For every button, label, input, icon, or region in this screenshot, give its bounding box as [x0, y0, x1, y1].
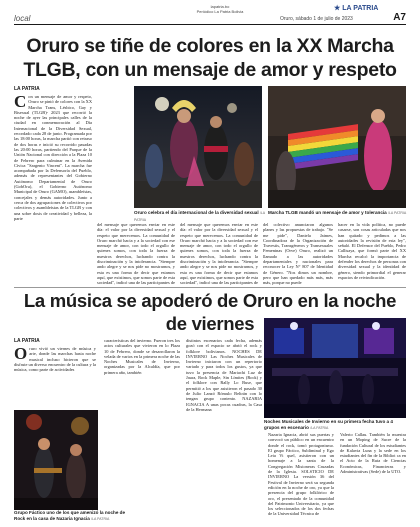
header-social: Periódico La Patria Bolivia	[196, 9, 244, 14]
article1-col2: del mensaje que queremos enviar en este día: el valor por la diversidad sexual y el respeto que merecemos. La comunidad de Oruro marchó hacia y a la sociedad con ese mensaje de amor, con todo el orgullo de quienes somos, con toda la fuerza de nuestros derechos, luchando contra la discriminación y la intolerancia. "Siempre ando alegre y se nos pide no mostrarnos, y esta es una forma de decir que estamos aquí, que existimos, que somos parte de esta sociedad", indicó una de las participantes de	[97, 222, 175, 286]
photo-noches-musicales	[264, 318, 406, 418]
photo-march-flag	[268, 86, 406, 208]
article2-col2: características del invierno. Fueron tres los actos culturales que vivieron en lo Plaza 10 de Febrero, donde se desarrollaron la velada de varios en la primera noche de las Noches Musicales de Invierno, organizadas por la Alcaldía, que por primera año, también	[104, 338, 180, 375]
photo-grupo-factico-image	[14, 410, 98, 510]
article1-col5: hacer en la vida política, no puede casarse, son cosas articuladas que nos han quitado y pedimos a las autoridades la revisión de esta ley", señaló. El Defensor del Pueblo, Pedro Callisaya, que formó parte del XX Marcha recalcó la importancia de defender los derechos de personas con diversidad sexual y la identidad de género, siendo primordial el generar espacios de reivindicación.	[338, 222, 406, 280]
photo-grupo-factico	[14, 410, 98, 510]
article2-col4: Nazaria Ignacia, abrió sus puertas y convocó un público en un encuentro donde el rock, tomó protagonismo. El grupo Fáctico, Subliminal y Ego Leia Vi quel, asistieron con un homenaje a la santa de la Congregación Misioneras Cruzadas de la Iglesia. SOLSTICIO DE INVIERNO La versión 36 del Festival de Invierno será su segunda edición en la noche de oro, ya que la presencia del grupo folklórico de oro, el presentado de la comunidad del Patrimonio Universitario, ya que los seleccionados de los dos fechas de la Universidad Técnica de	[268, 432, 334, 517]
photo4-credit: /LA PATRIA	[310, 425, 329, 430]
article1-col1	[14, 94, 92, 284]
header-divider	[14, 24, 406, 25]
article2-col1-text: ruro vivió un viernes de música y arte, donde las marchas hasta noche musical incluso hicieron que se disfrute un diverso encuentro de la cultura y la música, como parte de actividades	[14, 346, 96, 373]
article1-headline: Oruro se tiñe de colores en la XX Marcha TLGB, con un mensaje de amor y respeto	[23, 35, 397, 81]
photo-noches-musicales-image	[264, 318, 406, 418]
article1-col1-text: on un mensaje de amor y respeto, Oruro se pintó de colores con la XX Marcha Trans, Lésbico, Gay y Bisexual (TLGB)- 2023 que recorrió la noche de ayer las principales calles de la ciudad en conmemoración al Día Internacional de la Diversidad Sexual, recordado cada 28 de junio. Programada por las 18:00 horas, la marcha partió con retraso de dos horas e inició su recorrido pasadas las 20:00 horas, partiendo del Parque de la Unión Nacional con dirección a la Plaza 10 de Febrero para culminar en la Avenida Cívica "Sargento Vincent". La marcha fue acompañada por la Defensoría del Pueblo, además de representantes del Gobierno Autónomo Departamental de Oruro (GobOru), el Gobierno Autónomo Municipal de Oruro (GAMO), asambleístas, concejales y demás autoridades. Junto a cerca de dos agrupaciones de colectivos por colectivos y asambleístas de la TLGB y con una sobre dosis de creatividad y belleza, la parte	[14, 94, 92, 221]
page-header	[0, 0, 420, 30]
photo3-credit: /LA PATRIA	[91, 516, 110, 521]
photo3-caption-text: Grupo Fáctico uno de los que amenizó la noche de Rock en la casa de Nazaria Ignacia	[14, 510, 126, 521]
article2-col6: Valerio Callau. También la muestra en un Moping de Sucre de la fundación Cultural de los estudiantes de Kalavia Luna y la sede en los estudiantes del fin de la Bibliot ca en el Acto de la Ruta de Ciencias Económicas, Financieras y Administrativas (Sede) de la UTO.	[340, 432, 406, 475]
article2-col3-text: distintos escenarios cada fecha, además gozó con el espacio se abrió el rock y folklore bolivianos. NOCHES DE INVIERNO Las Noches Musicales de Invierno iniciaron con un repertorio variado y para todos los gustos, ya que tuvo la presencia de Mariachi Luz de Jaura, Rock Maple, Sin Límites (Rock) y el folklore con Rally Lo Buse, que permitió a los que asistieron el pasado 30 de Julio Lanzó Rómulo Beltrán con lo tengan grupo contento. NAZARIA IGNACIA A unas pocas cuadras, la Casa de la Hermana	[186, 338, 262, 412]
photo-march-drag-image	[134, 86, 262, 208]
photo2-caption	[268, 210, 408, 217]
photo2-caption-text: Marcha TLGB mandó un mensaje de amor y tolerancia	[268, 210, 387, 215]
article1-col4: del colectivo anunciaron algunos planes y las propuestas de trabajo. "Se me pide", Daniela Jaimes, Coordinadora de la Organización de Travestis, Transgéneros y Transexuales Femeninas (Orve) Oruro, realizó un llamado a las autoridades departamentales y nacionales para reconocer la Ley N° 807 de Identidad de Género. "Nos dimos un nombre, pero que han quedado más más, más más, porque no puede	[263, 222, 333, 286]
photo1-caption-text: Oruro celebra el día internacional de la diversidad sexual	[134, 210, 259, 215]
header-website: lapatria.bo	[210, 4, 230, 9]
article2-byline: LA PATRIA	[14, 338, 40, 344]
photo4-caption	[264, 419, 406, 431]
article1-col3: del mensaje que queremos enviar en este día: el valor por la diversidad sexual y el respeto que merecemos. La comunidad de Oruro marchó hacia y a la sociedad con ese mensaje de amor, con todo el orgullo de quienes somos, con toda la fuerza de nuestros derechos, luchando contra la discriminación y la intolerancia. "Siempre ando alegre y se nos pide no mostrarnos, y esta es una forma de decir que estamos aquí, que existimos, que somos parte de esta sociedad", indicó una de las participantes de	[180, 222, 258, 286]
logo-star-icon: ★	[334, 5, 341, 12]
dropcap: C	[14, 94, 27, 111]
section-label: local	[14, 14, 31, 23]
page-number: A7	[393, 12, 406, 23]
brand-name: LA PATRIA	[342, 5, 379, 12]
issue-date: Oruro, sábado 1 de julio de 2023	[280, 16, 353, 22]
photo4-caption-text: Noches Musicales de Invierno en su primera fecha tuvo a 4 grupos en escenario	[264, 419, 393, 430]
article1-byline: LA PATRIA	[14, 86, 40, 92]
article2-col1	[14, 346, 96, 406]
newspaper-logo	[334, 4, 378, 12]
photo-march-flag-image	[268, 86, 406, 208]
header-center	[160, 4, 280, 14]
article-divider	[14, 287, 406, 288]
photo1-credit: /LA PATRIA	[134, 211, 265, 222]
photo2-credit: /LA PATRIA	[388, 211, 407, 215]
photo-march-drag	[134, 86, 262, 208]
dropcap-2: O	[14, 346, 28, 363]
article2-headline: La música se apoderó de Oruro en la noche de viernes	[23, 290, 397, 334]
article2-col3	[186, 338, 262, 524]
